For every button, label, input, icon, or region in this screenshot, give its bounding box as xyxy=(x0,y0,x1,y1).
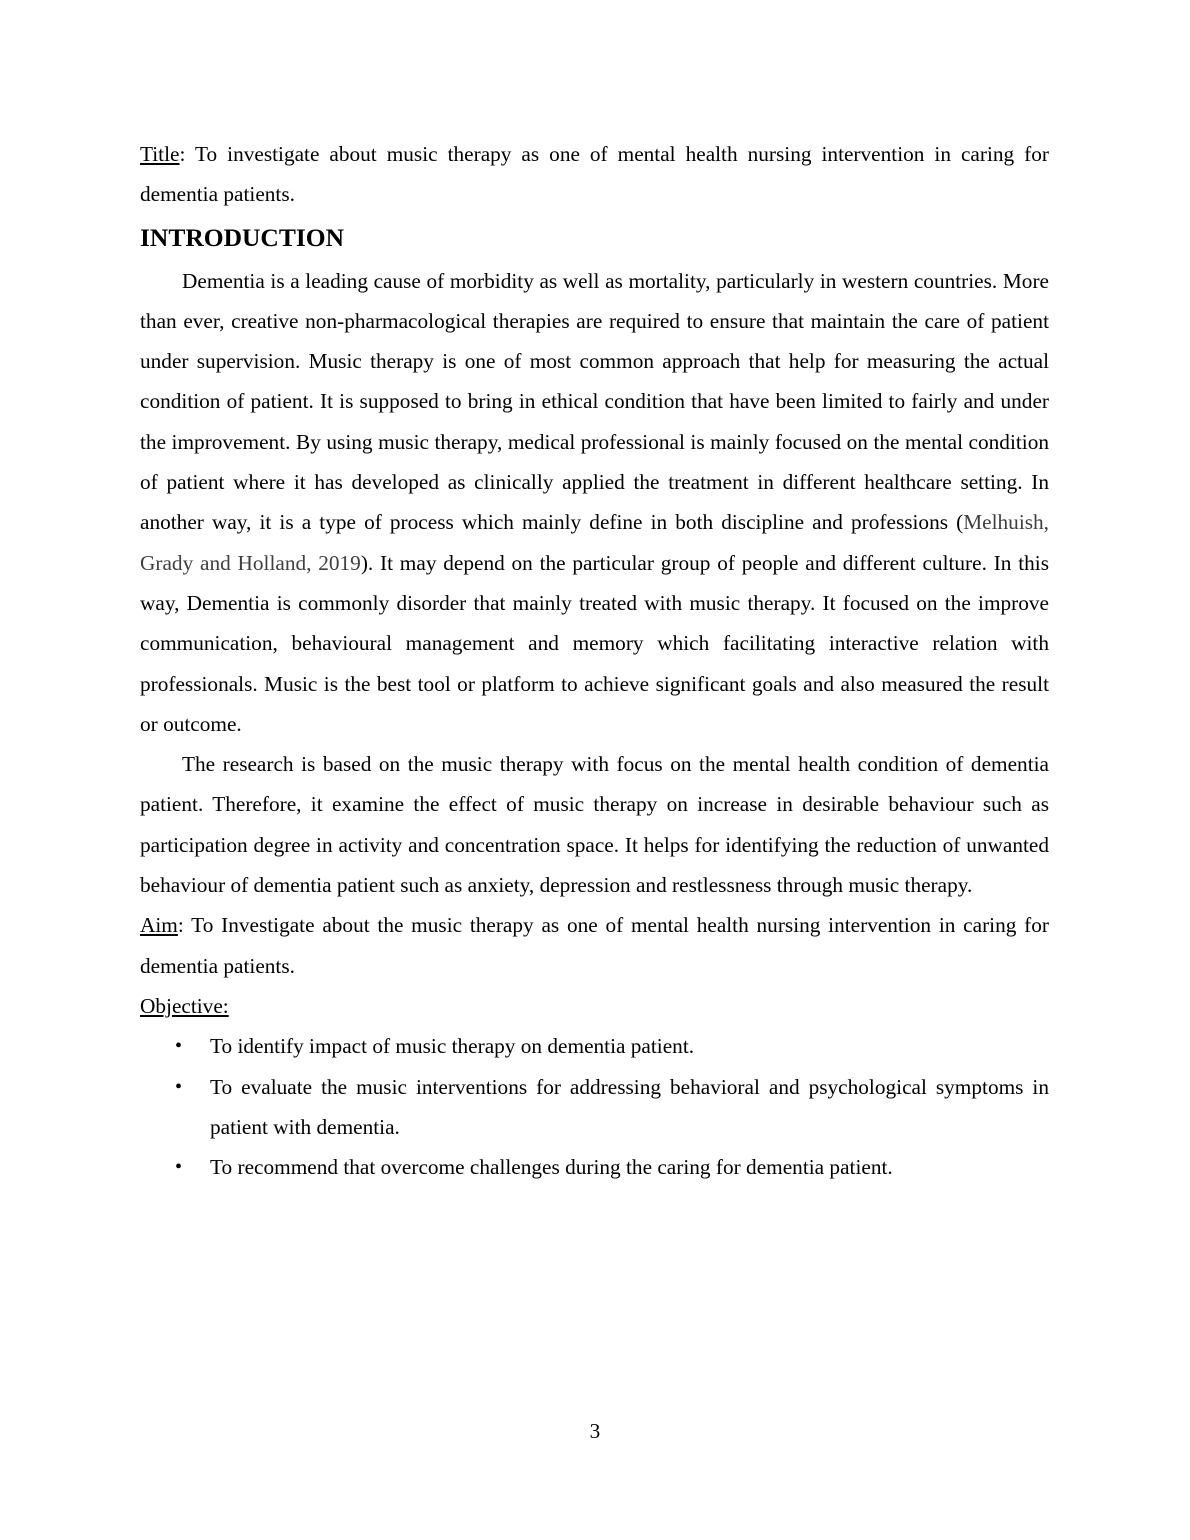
objective-text: To evaluate the music interventions for addressing behavioral and psychological symptoms in patient with dementia. xyxy=(210,1074,1049,1139)
aim-label: Aim xyxy=(140,913,178,938)
introduction-heading: INTRODUCTION xyxy=(140,222,345,252)
introduction-paragraph-1 xyxy=(140,261,1049,745)
bullet-icon: • xyxy=(175,1075,183,1098)
objective-text: To identify impact of music therapy on dementia patient. xyxy=(210,1034,695,1059)
bullet-icon: • xyxy=(175,1035,183,1058)
objective-list xyxy=(140,1026,1049,1187)
introduction-paragraph-2: The research is based on the music therapy with focus on the mental health condition of dementia patient. Therefore, it examine the effect of music therapy on increase in desirable behaviour such as participation degree in activity and concentration space. It helps for identifying the reduction of unwanted behaviour of dementia patient such as anxiety, depression and restlessness through music therapy. xyxy=(140,752,1049,898)
citation: Melhuish, Grady and Holland, 2019 xyxy=(140,510,1049,575)
list-item xyxy=(140,1147,1049,1187)
paragraph-1-text-end: ). It may depend on the particular group of people and different culture. In this way, Dementia is commonly disorder that mainly treated with music therapy. It focused on the improve communication, behavioural management and memory which facilitating interactive relation with professionals. Music is the best tool or platform to achieve significant goals and also measured the result or outcome. xyxy=(140,550,1049,736)
aim-line xyxy=(140,905,1049,986)
title-text: : To investigate about music therapy as one of mental health nursing intervention in caring for dementia patients. xyxy=(140,142,1049,207)
objective-heading xyxy=(140,986,1049,1026)
page-number: 3 xyxy=(589,1419,601,1443)
objective-label: Objective: xyxy=(140,993,229,1018)
title-label: Title xyxy=(140,142,180,166)
objective-text: To recommend that overcome challenges during the caring for dementia patient. xyxy=(210,1155,893,1180)
aim-text: : To Investigate about the music therapy as one of mental health nursing intervention in caring for dementia patients. xyxy=(140,913,1049,978)
document-body xyxy=(140,134,1049,1187)
paragraph-1-text-start: Dementia is a leading cause of morbidity as well as mortality, particularly in western countries. More than ever, creative non-pharmacological therapies are required to ensure that maintain the care of patient under supervision. Music therapy is one of most common approach that help for measuring the actual condition of patient. It is supposed to bring in ethical condition that have been limited to fairly and under the improvement. By using music therapy, medical professional is mainly focused on the mental condition of patient where it has developed as clinically applied the treatment in different healthcare setting. In another way, it is a type of process which mainly define in both discipline and professions ( xyxy=(140,268,1049,535)
title-line xyxy=(140,134,1049,215)
list-item xyxy=(140,1026,1049,1066)
list-item xyxy=(140,1067,1049,1148)
bullet-icon: • xyxy=(175,1156,183,1179)
